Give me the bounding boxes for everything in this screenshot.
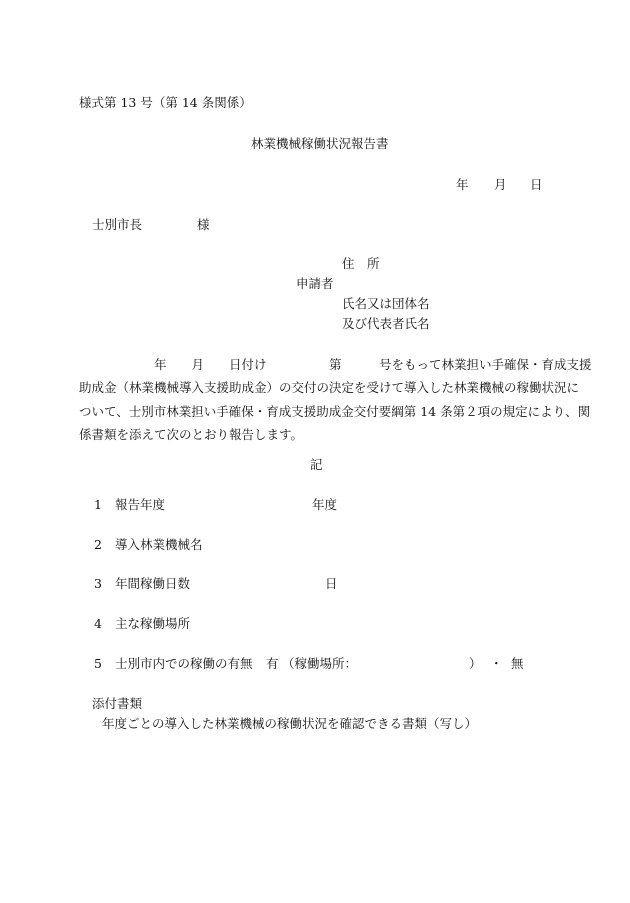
location-close: ） — [469, 656, 482, 671]
applicant-name-label-2: 及び代表者氏名 — [342, 316, 430, 331]
body-line: ついて、士別市林業担い手確保・育成支援助成金交付要綱第 14 条第２項の規定により、関 — [79, 403, 591, 419]
option-no: 無 — [511, 656, 524, 671]
ki-heading: 記 — [310, 457, 323, 472]
item-label: 報告年度 — [115, 497, 166, 512]
date-year: 年 — [456, 177, 469, 192]
item-number: 4 — [94, 616, 102, 631]
attachments-item: 年度ごとの導入した林業機械の稼働状況を確認できる書類（写し） — [102, 716, 478, 731]
body-line: 年 月 日付け 第 号をもって林業担い手確保・育成支援 — [79, 357, 592, 372]
item-label: 年間稼働日数 — [115, 576, 191, 591]
item-label: 主な稼働場所 — [115, 616, 191, 631]
item-suffix: 年度 — [312, 497, 338, 512]
form-number: 様式第 13 号（第 14 条関係） — [79, 95, 252, 110]
item-number: 2 — [94, 537, 102, 552]
applicant-name-label-1: 氏名又は団体名 — [342, 296, 430, 311]
body-paragraph — [79, 353, 592, 446]
item-suffix: 日 — [325, 576, 338, 591]
option-yes: 有 — [266, 656, 279, 671]
item-number: 1 — [94, 497, 102, 512]
date-month: 月 — [494, 177, 507, 192]
option-separator: ・ — [490, 656, 503, 671]
item-number: 3 — [94, 576, 102, 591]
applicant-address-label: 住 所 — [342, 256, 380, 271]
applicant-label: 申請者 — [296, 276, 334, 291]
item-label: 士別市内での稼働の有無 — [115, 656, 253, 671]
attachments-heading: 添付書類 — [92, 696, 143, 711]
item-number: 5 — [94, 656, 102, 671]
body-line: 係書類を添えて次のとおり報告します。 — [79, 426, 304, 442]
date-day: 日 — [530, 177, 543, 192]
document-title: 林業機械稼働状況報告書 — [251, 136, 389, 151]
body-line: 助成金（林業機械導入支援助成金）の交付の決定を受けて導入した林業機械の稼働状況に — [79, 380, 580, 396]
location-open: （稼働場所： — [282, 656, 358, 671]
addressee-honorific: 様 — [197, 217, 210, 232]
addressee-name: 士別市長 — [92, 217, 143, 232]
item-label: 導入林業機械名 — [115, 537, 203, 552]
